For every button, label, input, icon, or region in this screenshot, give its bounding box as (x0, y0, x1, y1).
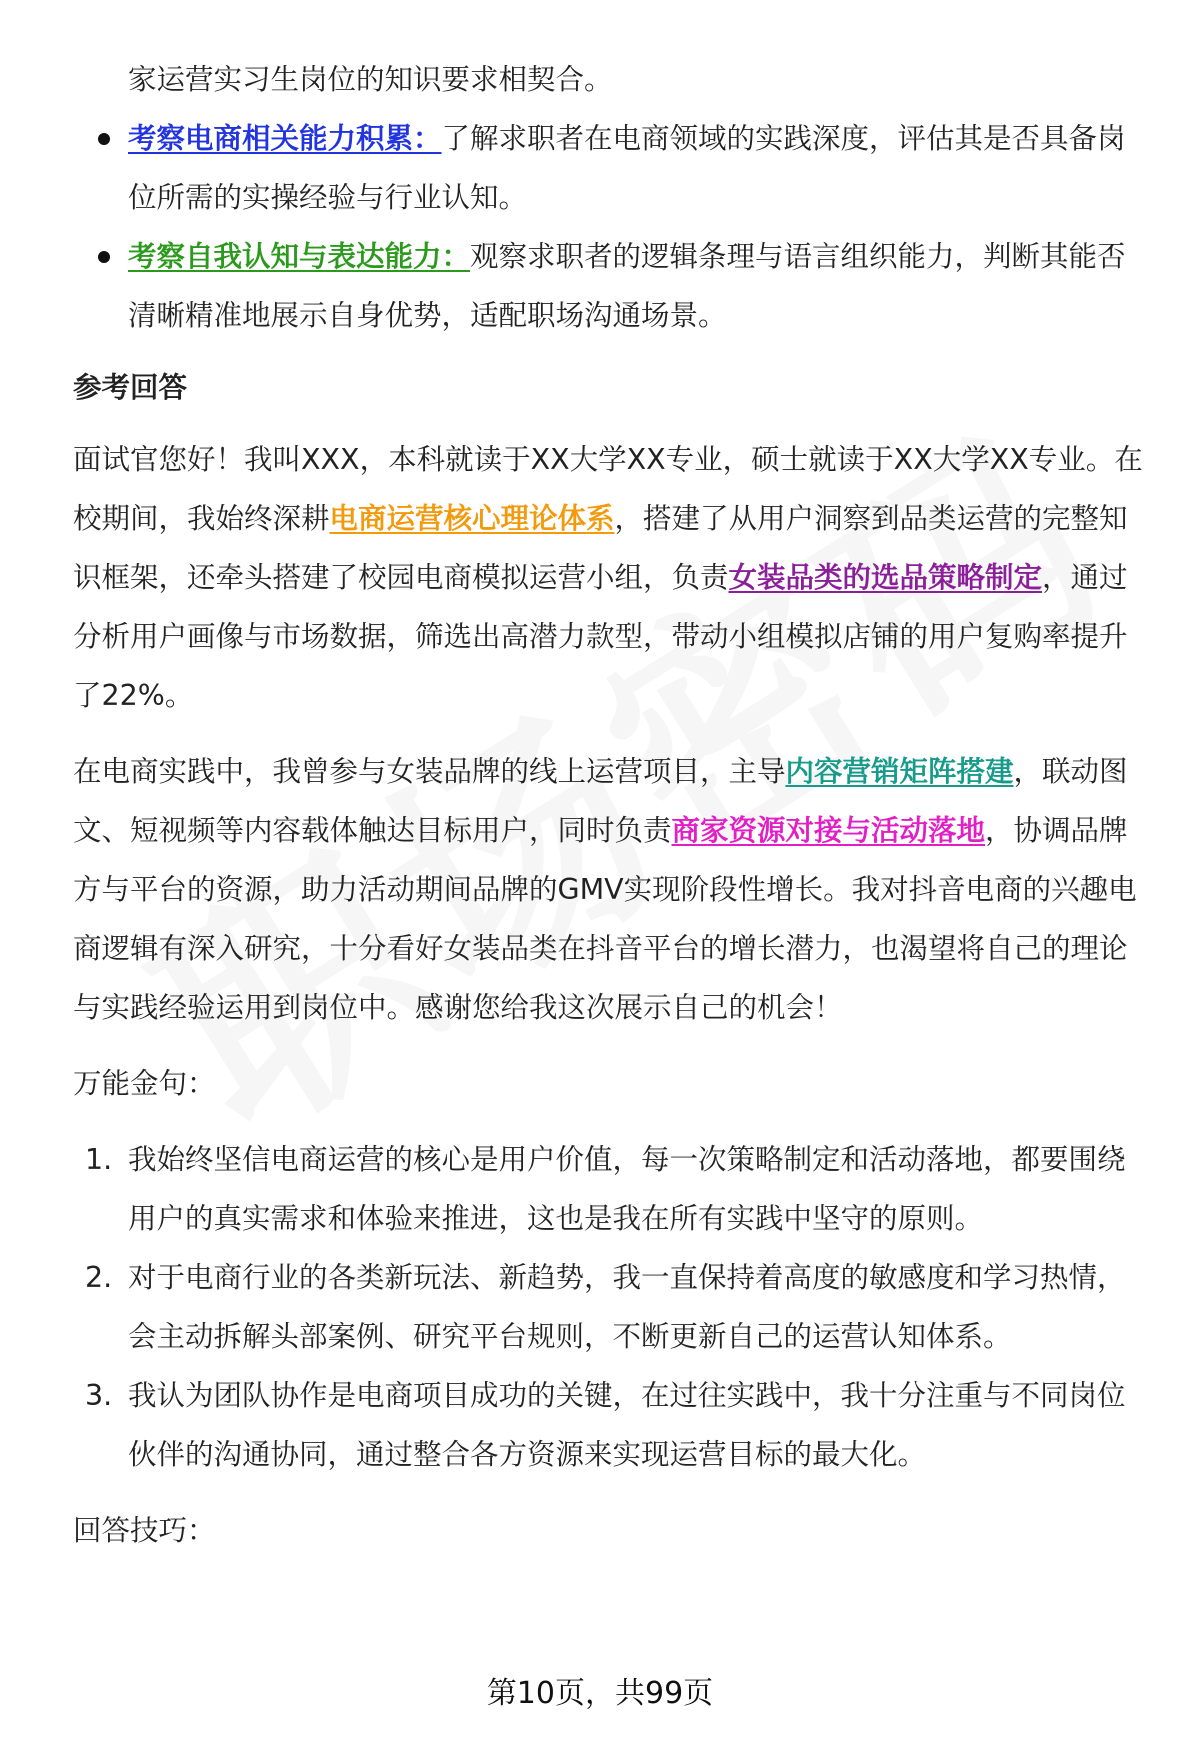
answer-text: ，通过分析用户画像与市场数据，筛选出高潜力款型，带动小组模拟店铺的用户复购率提升了22%。 (73, 561, 1128, 712)
answer-text: ，协调品牌方与平台的资源，助力活动期间品牌的GMV实现阶段性增长。我对抖音电商的兴趣电商逻辑有深入研究，十分看好女装品类在抖音平台的增长潜力，也渴望将自己的理论与实践经验运用到岗位中。感谢您给我这次展示自己的机会！ (73, 814, 1137, 1024)
bullet-label: 考察电商相关能力积累： (128, 122, 442, 155)
bullet-dot-icon (98, 251, 110, 263)
highlight-womenswear-strategy: 女装品类的选品策略制定 (728, 561, 1043, 594)
golden-sentence-text: 我认为团队协作是电商项目成功的关键，在过往实践中，我十分注重与不同岗位伙伴的沟通协同，通过整合各方资源来实现运营目标的最大化。 (128, 1379, 1126, 1471)
highlight-ecommerce-theory: 电商运营核心理论体系 (329, 502, 615, 535)
bullet-text: 了解求职者在电商领域的实践深度，评估其是否具备岗位所需的实操经验与行业认知。 (128, 122, 1126, 214)
highlight-content-marketing: 内容营销矩阵搭建 (785, 755, 1014, 788)
document-content (73, 50, 1153, 1560)
golden-sentences-heading: 万能金句： (73, 1067, 216, 1100)
answer-text: 面试官您好！我叫XXX，本科就读于XX大学XX专业，硕士就读于XX大学XX专业。在校期间，我始终深耕 (73, 443, 1143, 535)
bullet-label: 考察自我认知与表达能力： (128, 240, 471, 273)
answer-paragraph-2 (73, 742, 1153, 1037)
bullet-text: 观察求职者的逻辑条理与语言组织能力，判断其能否清晰精准地展示自身优势，适配职场沟通场景。 (128, 240, 1126, 332)
page-number-footer: 第10页，共99页 (486, 1676, 714, 1711)
list-number: 1. (85, 1143, 113, 1176)
golden-sentence-text: 我始终坚信电商运营的核心是用户价值，每一次策略制定和活动落地，都要围绕用户的真实需求和体验来推进，这也是我在所有实践中坚守的原则。 (128, 1143, 1126, 1235)
bullet-dot-icon (98, 133, 110, 145)
bullet-item-ecommerce-ability (73, 109, 1153, 227)
golden-sentence-item (73, 1248, 1153, 1366)
answer-text: 在电商实践中，我曾参与女装品牌的线上运营项目，主导 (73, 755, 786, 788)
reference-answer-heading: 参考回答 (73, 371, 188, 404)
answer-paragraph-1 (73, 430, 1153, 725)
answer-text: ，搭建了从用户洞察到品类运营的完整知识框架，还牵头搭建了校园电商模拟运营小组，负责 (73, 502, 1128, 594)
answer-text: ，联动图文、短视频等内容载体触达目标用户，同时负责 (73, 755, 1128, 847)
continuation-line: 家运营实习生岗位的知识要求相契合。 (128, 63, 613, 96)
list-number: 3. (85, 1379, 113, 1412)
golden-sentences-list (73, 1130, 1153, 1484)
highlight-merchant-resources: 商家资源对接与活动落地 (671, 814, 986, 847)
golden-sentence-item (73, 1130, 1153, 1248)
list-number: 2. (85, 1261, 113, 1294)
assessment-bullet-list (73, 109, 1153, 345)
bullet-item-self-awareness (73, 227, 1153, 345)
golden-sentence-item (73, 1366, 1153, 1484)
answer-tips-heading: 回答技巧： (73, 1514, 216, 1547)
golden-sentence-text: 对于电商行业的各类新玩法、新趋势，我一直保持着高度的敏感度和学习热情，会主动拆解头部案例、研究平台规则，不断更新自己的运营认知体系。 (128, 1261, 1126, 1353)
